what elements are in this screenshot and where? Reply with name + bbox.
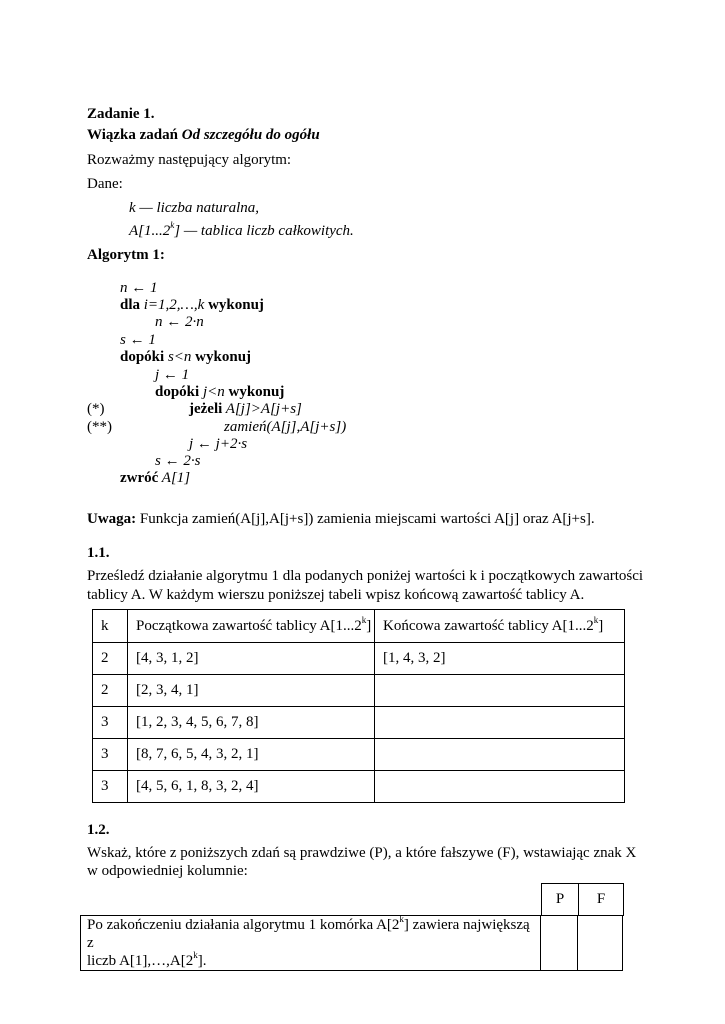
kw-while: dopóki bbox=[155, 384, 200, 400]
alg-line-12 bbox=[120, 469, 190, 487]
statement-sup: k bbox=[399, 914, 404, 924]
header-final bbox=[375, 610, 625, 643]
bundle-name: Od szczegółu do ogółu bbox=[181, 127, 320, 143]
alg-line-2 bbox=[120, 296, 264, 314]
alg-line-6: j ← 1 bbox=[155, 367, 190, 383]
q11-text-line2: tablicy A. W każdym wierszu poniższej tabeli wpisz końcową zawartość tablicy A. bbox=[87, 587, 585, 603]
kw-do: wykonuj bbox=[195, 349, 252, 365]
kw-do: wykonuj bbox=[228, 384, 285, 400]
alg-line-7-mid: j<n bbox=[199, 384, 229, 400]
cell-k: 2 bbox=[93, 643, 128, 675]
alg-line-11: s ← 2·s bbox=[155, 453, 201, 469]
alg-line-4: s ← 1 bbox=[120, 332, 156, 348]
task-number: Zadanie 1. bbox=[87, 106, 155, 122]
alg-line-1: n ← 1 bbox=[120, 280, 158, 296]
statement-line1 bbox=[87, 914, 530, 951]
statement-post: ] zawiera największą z bbox=[87, 917, 530, 951]
cell-initial: [8, 7, 6, 5, 4, 3, 2, 1] bbox=[128, 739, 375, 771]
col-f-header: F bbox=[579, 884, 624, 916]
table-row bbox=[93, 675, 625, 707]
cell-final[interactable]: [1, 4, 3, 2] bbox=[375, 643, 625, 675]
alg-line-2-mid: i=1,2,…,k bbox=[140, 297, 209, 313]
kw-for: dla bbox=[120, 297, 141, 313]
q11-header-row bbox=[93, 610, 625, 643]
bundle-prefix: Wiązka zadań bbox=[87, 127, 182, 143]
bundle-title bbox=[87, 126, 320, 144]
cell-final[interactable] bbox=[375, 739, 625, 771]
cell-final[interactable] bbox=[375, 771, 625, 803]
table-row bbox=[93, 739, 625, 771]
table-row bbox=[81, 916, 623, 971]
header-initial-pre: Początkowa zawartość tablicy A[1...2 bbox=[136, 617, 362, 634]
answer-p-cell[interactable] bbox=[541, 916, 578, 971]
intro-text: Rozważmy następujący algorytm: bbox=[87, 152, 292, 168]
alg-line-8-mid: A[j]>A[j+s] bbox=[222, 401, 302, 417]
col-p-header: P bbox=[542, 884, 579, 916]
q12-text-line2: w odpowiedniej kolumnie: bbox=[87, 863, 248, 879]
alg-line-5-mid: s<n bbox=[164, 349, 196, 365]
cell-k: 2 bbox=[93, 675, 128, 707]
given-array-sup: k bbox=[170, 220, 175, 230]
alg-line-10: j ← j+2·s bbox=[189, 436, 248, 452]
given-k: k — liczba naturalna, bbox=[129, 200, 259, 216]
statement-line2-post: ]. bbox=[197, 953, 207, 969]
statement-cell bbox=[81, 916, 541, 971]
alg-line-12-mid: A[1] bbox=[158, 470, 191, 486]
algorithm-label: Algorytm 1: bbox=[87, 247, 165, 263]
header-final-pre: Końcowa zawartość tablicy A[1...2 bbox=[383, 617, 594, 634]
cell-k: 3 bbox=[93, 771, 128, 803]
q11-table bbox=[92, 609, 625, 803]
table-row bbox=[93, 643, 625, 675]
kw-if: jeżeli bbox=[189, 401, 223, 417]
q11-text-line1: Prześledź działanie algorytmu 1 dla podanych poniżej wartości k i początkowych zawartości bbox=[87, 568, 644, 584]
answer-f-cell[interactable] bbox=[578, 916, 623, 971]
cell-k: 3 bbox=[93, 707, 128, 739]
header-k: k bbox=[93, 610, 128, 643]
alg-line-9: zamień(A[j],A[j+s]) bbox=[224, 419, 347, 435]
alg-line-7 bbox=[155, 383, 284, 401]
cell-final[interactable] bbox=[375, 707, 625, 739]
header-final-sup: k bbox=[593, 614, 599, 625]
marker-double-star: (**) bbox=[87, 419, 112, 435]
table-row bbox=[93, 707, 625, 739]
q12-text-line1: Wskaż, które z poniższych zdań są prawdziwe (P), a które fałszywe (F), wstawiając znak X bbox=[87, 845, 637, 861]
alg-line-3: n ← 2·n bbox=[155, 314, 204, 330]
statement-pre: Po zakończeniu działania algorytmu 1 komórka A[2 bbox=[87, 917, 400, 933]
kw-while: dopóki bbox=[120, 349, 165, 365]
header-initial bbox=[128, 610, 375, 643]
cell-final[interactable] bbox=[375, 675, 625, 707]
q12-number: 1.2. bbox=[87, 822, 110, 838]
statement-line2 bbox=[87, 950, 207, 969]
alg-line-8 bbox=[189, 400, 302, 418]
header-initial-post: ] bbox=[366, 617, 372, 634]
cell-initial: [2, 3, 4, 1] bbox=[128, 675, 375, 707]
cell-initial: [1, 2, 3, 4, 5, 6, 7, 8] bbox=[128, 707, 375, 739]
header-initial-sup: k bbox=[361, 614, 367, 625]
given-array-post: ] — tablica liczb całkowitych. bbox=[174, 223, 354, 239]
marker-star: (*) bbox=[87, 401, 105, 417]
statement-line2-sup: k bbox=[193, 950, 198, 960]
q12-table bbox=[80, 915, 623, 971]
q12-header-table bbox=[541, 883, 624, 916]
alg-line-5 bbox=[120, 348, 251, 366]
cell-initial: [4, 5, 6, 1, 8, 3, 2, 4] bbox=[128, 771, 375, 803]
kw-return: zwróć bbox=[120, 470, 159, 486]
given-label: Dane: bbox=[87, 176, 123, 192]
table-row bbox=[93, 771, 625, 803]
header-final-post: ] bbox=[598, 617, 604, 634]
note-text: Funkcja zamień(A[j],A[j+s]) zamienia miejscami wartości A[j] oraz A[j+s]. bbox=[136, 511, 595, 527]
q12-header-row bbox=[542, 884, 624, 916]
q11-number: 1.1. bbox=[87, 545, 110, 561]
given-array bbox=[129, 222, 354, 240]
statement-line2-pre: liczb A[1],…,A[2 bbox=[87, 953, 194, 969]
note-label: Uwaga: bbox=[87, 511, 137, 527]
kw-do: wykonuj bbox=[208, 297, 264, 313]
note bbox=[87, 510, 595, 528]
cell-k: 3 bbox=[93, 739, 128, 771]
cell-initial: [4, 3, 1, 2] bbox=[128, 643, 375, 675]
given-array-pre: A[1...2 bbox=[129, 223, 171, 239]
